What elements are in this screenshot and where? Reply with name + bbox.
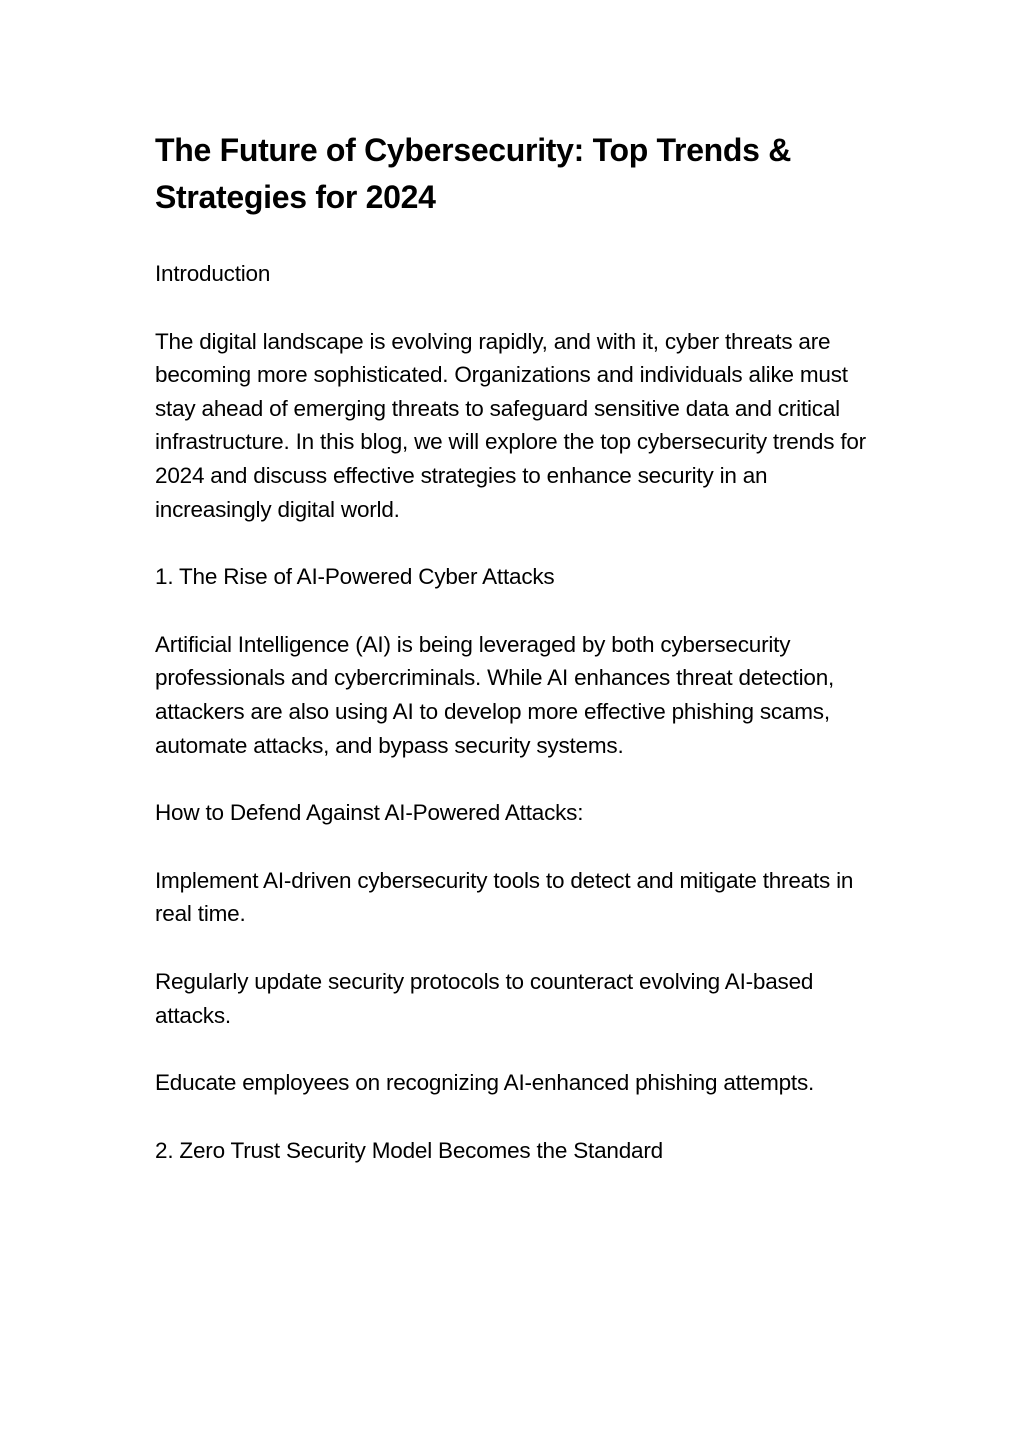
section-heading-introduction: Introduction: [155, 261, 271, 286]
defense-subheading: How to Defend Against AI-Powered Attacks:: [155, 800, 584, 826]
defense-item-educate-employees: Educate employees on recognizing AI-enhanced phishing attempts.: [155, 1070, 815, 1096]
ai-attacks-paragraph: Artificial Intelligence (AI) is being leveraged by both cybersecurity professionals and cybercriminals. While AI enhances threat detection, attackers are also using AI to develop more effective phishing scams, automate attacks, and bypass security systems.: [155, 631, 835, 758]
section-heading-ai-attacks: 1. The Rise of AI-Powered Cyber Attacks: [155, 564, 555, 590]
defense-item-update-protocols: Regularly update security protocols to counteract evolving AI-based attacks.: [155, 968, 814, 1028]
section-heading-zero-trust: 2. Zero Trust Security Model Becomes the Standard: [155, 1137, 663, 1163]
document-title: The Future of Cybersecurity: Top Trends & Strategies for 2024: [155, 132, 792, 215]
intro-paragraph: The digital landscape is evolving rapidly, and with it, cyber threats are becoming more sophisticated. Organizations and individuals alike must stay ahead of emerging threats to safeguard sensitive data and critical infrastructure. In this blog, we will explore the top cybersecurity trends for 2024 and discuss effective strategies to enhance security in an increasingly digital world.: [155, 328, 866, 522]
defense-item-ai-tools: Implement AI-driven cybersecurity tools to detect and mitigate threats in real time.: [155, 867, 854, 927]
document-page: [155, 127, 875, 1167]
